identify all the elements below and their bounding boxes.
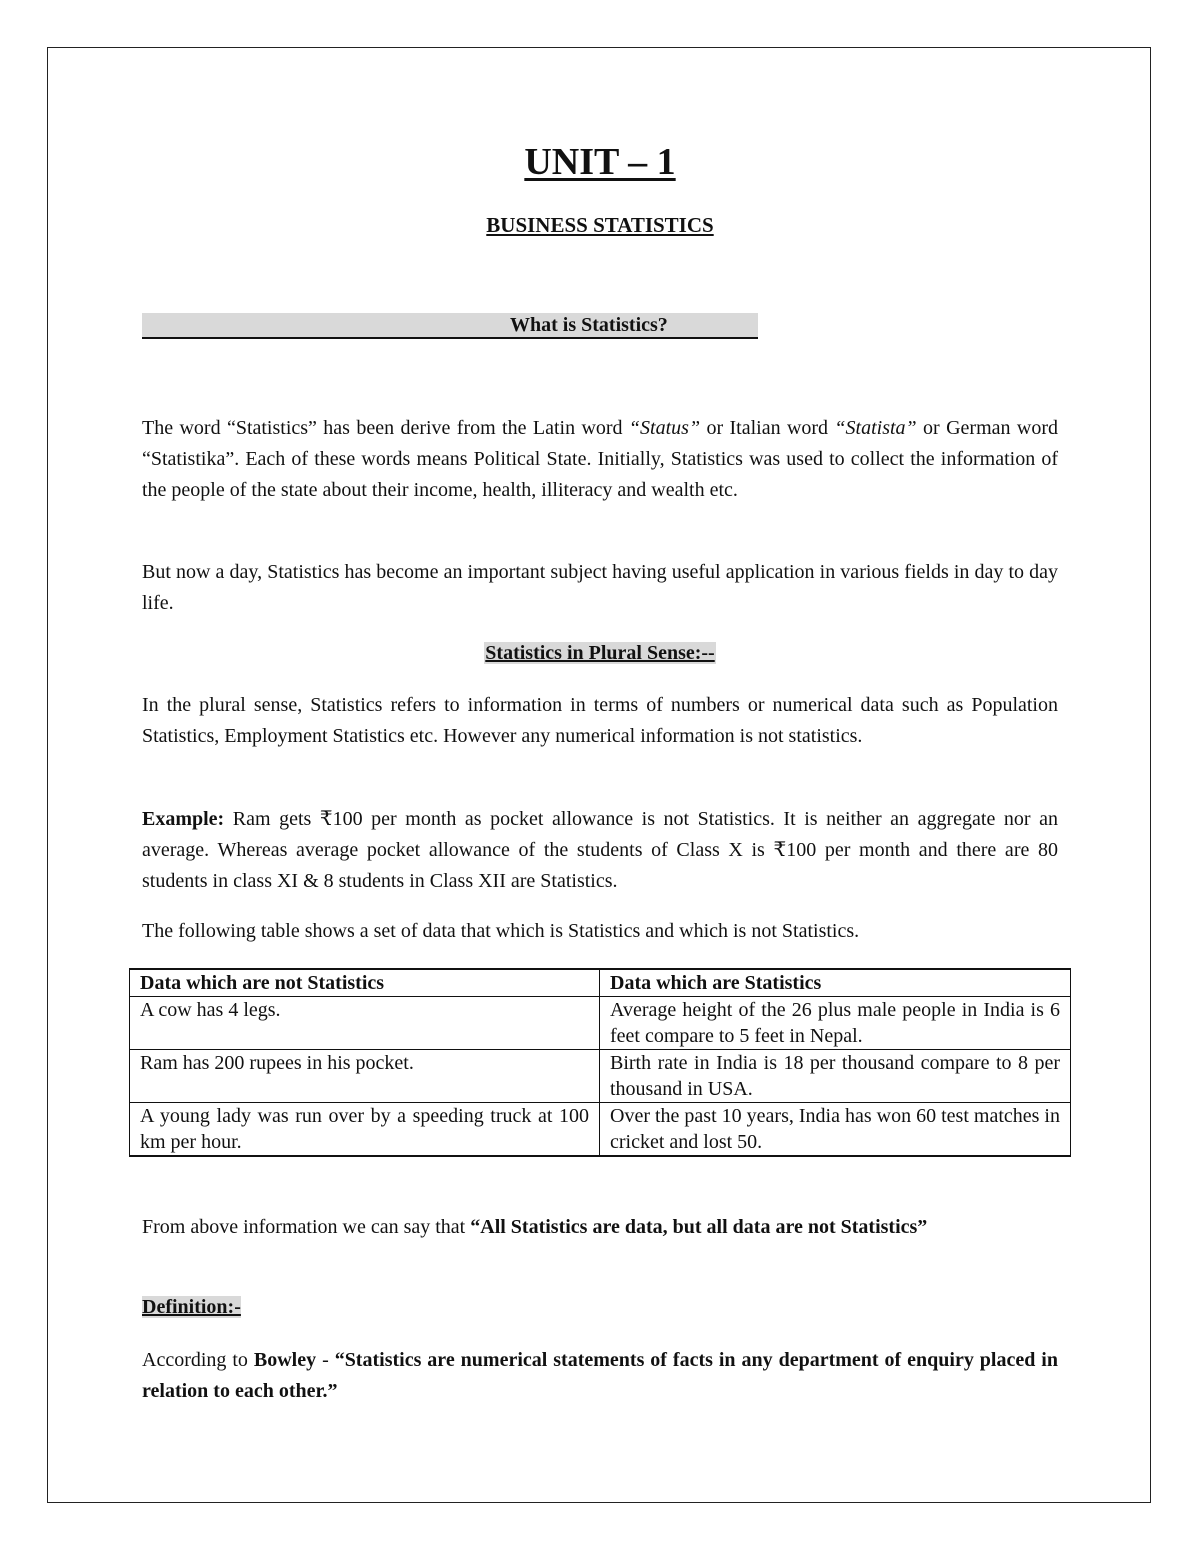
section-heading-what-is-statistics bbox=[142, 313, 758, 339]
table-row bbox=[130, 1050, 1071, 1103]
paragraph-conclusion: From above information we can say that “All Statistics are data, but all data are not Statistics” bbox=[142, 1216, 928, 1238]
statistics-comparison-table bbox=[129, 968, 1071, 1157]
heading-plural-sense: Statistics in Plural Sense:-- bbox=[485, 642, 715, 664]
paragraph-plural-sense: In the plural sense, Statistics refers to information in terms of numbers or numerical data such as Population Statistics, Employment Statistics etc. However any numerical information is not statistics. bbox=[142, 694, 1058, 747]
table-cell: Over the past 10 years, India has won 60 test matches in cricket and lost 50. bbox=[600, 1103, 1071, 1157]
paragraph-importance: But now a day, Statistics has become an important subject having useful application in various fields in day to day life. bbox=[142, 561, 1058, 614]
paragraph-bowley-definition: According to Bowley - “Statistics are numerical statements of facts in any department of enquiry placed in relation to each other.” bbox=[142, 1349, 1058, 1402]
table-cell: A young lady was run over by a speeding truck at 100 km per hour. bbox=[130, 1103, 600, 1157]
heading-definition: Definition:- bbox=[142, 1296, 241, 1318]
latin-word: “Status” bbox=[628, 417, 701, 439]
table-header-not-statistics: Data which are not Statistics bbox=[130, 969, 600, 997]
paragraph-example: Example: Ram gets ₹100 per month as pocket allowance is not Statistics. It is neither an aggregate nor an average. Whereas average pocket allowance of the students of Class X is ₹100 per month and there are 80 students in class XI & 8 students in Class XII are Statistics. bbox=[142, 808, 1058, 892]
paragraph-origin: The word “Statistics” has been derive from the Latin word “Status” or Italian word “Statista” or German word “Statistika”. Each of these words means Political State. Initially, Statistics was used to collect the information of the people of the state about their income, health, illiteracy and wealth etc. bbox=[142, 417, 1058, 501]
italian-word: “Statista” bbox=[834, 417, 917, 439]
table-cell: A cow has 4 legs. bbox=[130, 997, 600, 1050]
table-cell: Ram has 200 rupees in his pocket. bbox=[130, 1050, 600, 1103]
definition-quote: “Statistics are numerical statements of facts in any department of enquiry placed in relation to each other.” bbox=[142, 1349, 1058, 1402]
table-row bbox=[130, 1103, 1071, 1157]
conclusion-quote: “All Statistics are data, but all data are not Statistics” bbox=[470, 1216, 928, 1238]
table-row bbox=[130, 997, 1071, 1050]
table-cell: Birth rate in India is 18 per thousand compare to 8 per thousand in USA. bbox=[600, 1050, 1071, 1103]
subject-title: BUSINESS STATISTICS bbox=[486, 213, 714, 237]
table-cell: Average height of the 26 plus male people in India is 6 feet compare to 5 feet in Nepal. bbox=[600, 997, 1071, 1050]
page-border bbox=[47, 47, 1151, 1503]
table-header-row bbox=[130, 969, 1071, 997]
example-label: Example: bbox=[142, 808, 225, 830]
table-header-statistics: Data which are Statistics bbox=[600, 969, 1071, 997]
section-heading-text: What is Statistics? bbox=[510, 314, 668, 336]
paragraph-table-intro: The following table shows a set of data that which is Statistics and which is not Statistics. bbox=[142, 920, 860, 942]
author-name: Bowley bbox=[253, 1349, 317, 1371]
unit-title: UNIT – 1 bbox=[524, 141, 676, 183]
